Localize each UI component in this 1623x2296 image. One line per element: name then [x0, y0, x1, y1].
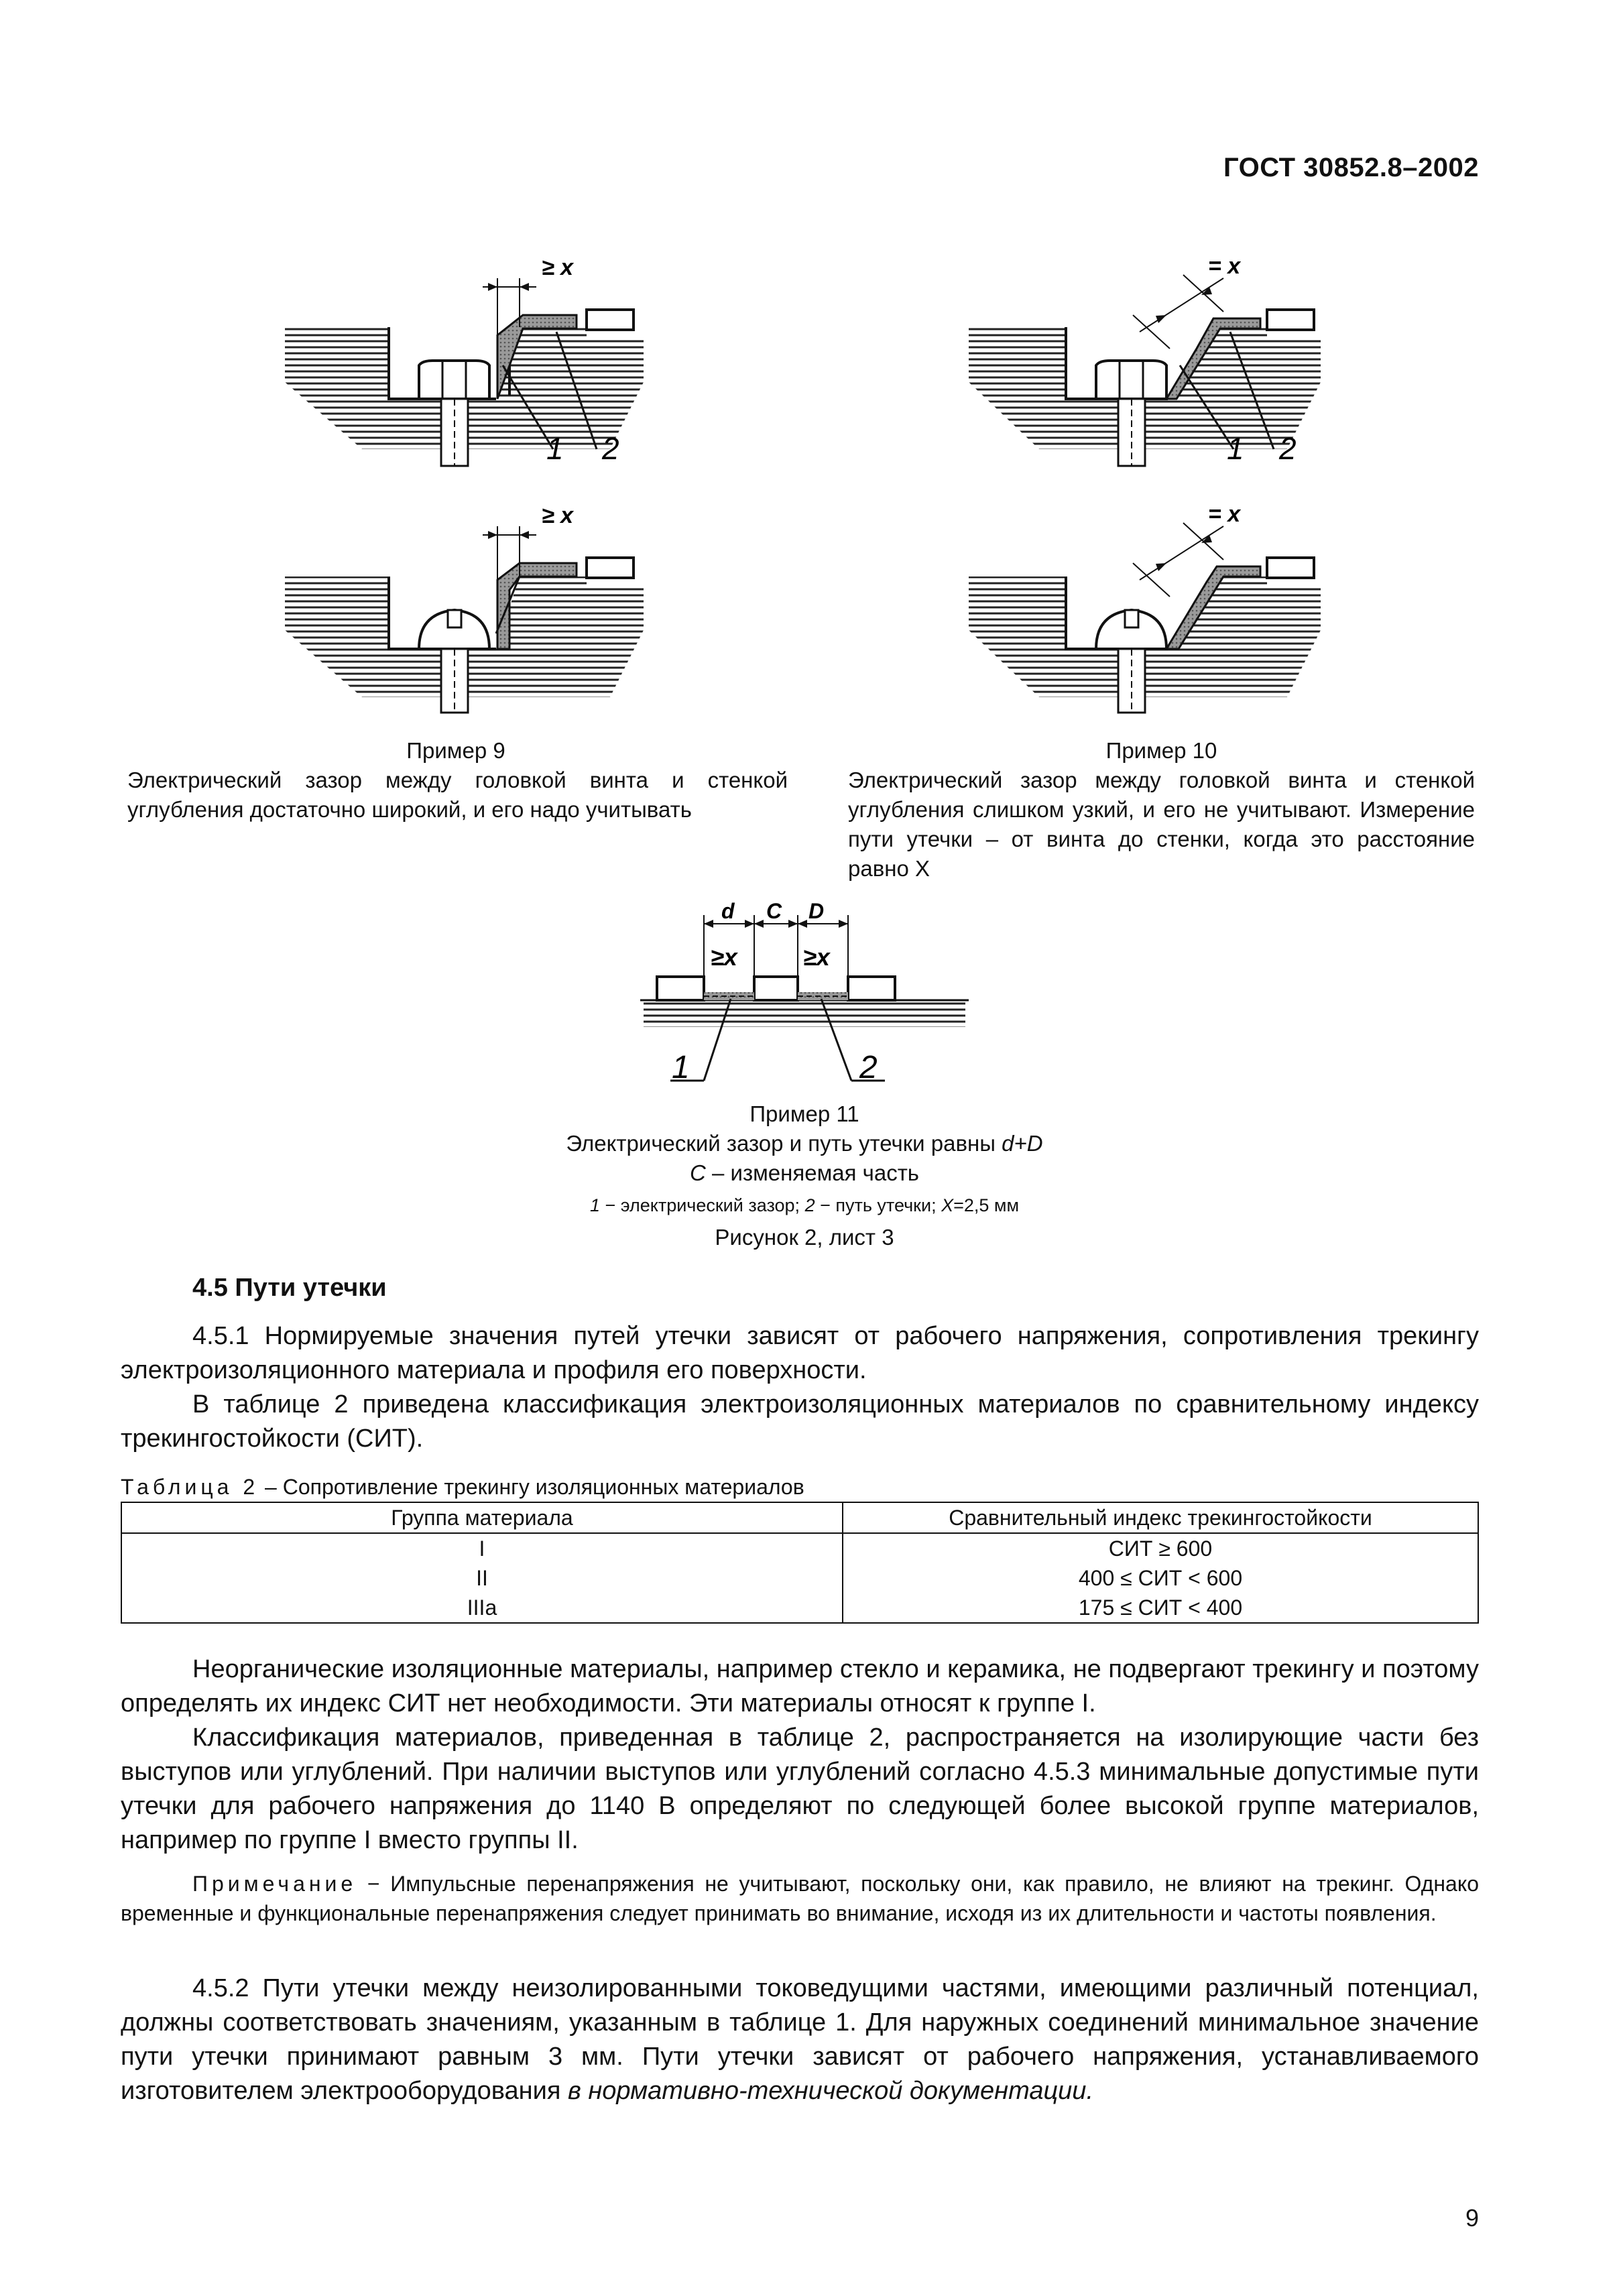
label-1: 1 [1227, 431, 1244, 466]
page-number: 9 [1465, 2204, 1479, 2232]
example9-diagram-hex [282, 248, 657, 469]
label-2: 2 [1279, 431, 1297, 466]
example10-diagram-hex [965, 248, 1341, 469]
table-row [121, 1533, 1478, 1563]
note [121, 1869, 1479, 1928]
label-1: 1 [546, 431, 564, 466]
table-cell: 175 ≤ СИТ < 400 [843, 1593, 1478, 1623]
note-text: − Импульсные перенапряжения не учитывают, поскольку они, как правило, не влияют на трекинг. Однако временные и функциональные перенапряжения следует принимать во внимание, исходя из их длительности и частоты появления. [121, 1872, 1479, 1925]
ge-x-label: ≥ x [542, 503, 574, 528]
table-caption-label: Таблица 2 [121, 1475, 259, 1499]
paragraph-4-5-2-italic: в нормативно-технической документации. [567, 2077, 1093, 2105]
example11-line2-text: – изменяемая часть [705, 1160, 920, 1185]
example9-title: Пример 9 [406, 738, 505, 763]
legend-text-2: − путь утечки; [815, 1195, 942, 1215]
example11-line1-text: Электрический зазор и путь утечки равны [566, 1131, 1002, 1156]
example11-line2 [402, 1158, 1207, 1188]
paragraph-table-intro: В таблице 2 приведена классификация электроизоляционных материалов по сравнительному индексу трекингостойкости (СИТ). [121, 1390, 1479, 1453]
ge-x-label: ≥x [803, 943, 830, 971]
label-D: D [808, 899, 825, 923]
example11-var-c: C [689, 1160, 706, 1185]
example11-formula: d+D [1002, 1131, 1043, 1156]
paragraph-4-5-2-text: 4.5.2 Пути утечки между неизолированными токоведущими частями, имеющими различный потенциал, должны соответствовать значениям, указанным в таблице 1. Для наружных соединений минимальное значение пути утечки принимают равным 3 мм. Пути утечки зависят от рабочего напряжения, устанавливаемого изготовителем электрооборудования [121, 1974, 1479, 2105]
table-cell: II [121, 1563, 843, 1593]
example11-diagram [630, 898, 979, 1093]
legend-key-x: X [941, 1195, 954, 1215]
legend-key-1: 1 [589, 1195, 600, 1215]
example9-text: Электрический зазор между головкой винта и стенкой углубления достаточно широкий, и его надо учитывать [127, 768, 788, 822]
section-title: 4.5 Пути утечки [192, 1274, 387, 1302]
eq-x-label: = x [1208, 253, 1241, 279]
legend-text-1: − электрический зазор; [599, 1195, 805, 1215]
column-header-cti: Сравнительный индекс трекингостойкости [843, 1502, 1478, 1533]
paragraph-inorganic: Неорганические изоляционные материалы, например стекло и керамика, не подвергают трекингу и поэтому определять их индекс СИТ нет необходимости. Эти материалы относят к группе I. [121, 1655, 1479, 1717]
example11-title: Пример 11 [749, 1101, 859, 1126]
note-label: Примечание [192, 1872, 357, 1896]
figure-caption: Рисунок 2, лист 3 [715, 1225, 894, 1250]
table-caption [121, 1475, 804, 1500]
label-d: d [721, 899, 735, 923]
label-2: 2 [602, 431, 619, 466]
document-id: ГОСТ 30852.8–2002 [1223, 153, 1479, 182]
label-C: C [766, 899, 782, 923]
ge-x-label: ≥ x [542, 255, 574, 280]
label-2: 2 [859, 1050, 878, 1085]
example11-line1 [402, 1129, 1207, 1158]
table-row [121, 1593, 1478, 1623]
paragraph-4-5-1: 4.5.1 Нормируемые значения путей утечки зависят от рабочего напряжения, сопротивления трекингу электроизоляционного материала и профиля его поверхности. [121, 1322, 1479, 1384]
table-2 [121, 1502, 1479, 1624]
legend-key-2: 2 [804, 1195, 815, 1215]
column-header-group: Группа материала [121, 1502, 843, 1533]
paragraph-classification: Классификация материалов, приведенная в таблице 2, распространяется на изолирующие части без выступов или углублений. При наличии выступов или углублений согласно 4.5.3 минимальные допустимые пути утечки для рабочего напряжения до 1140 В определяют по следующей более высокой группе материалов, например по группе I вместо группы II. [121, 1724, 1479, 1854]
eq-x-label: = x [1208, 501, 1241, 527]
table-caption-text: – Сопротивление трекингу изоляционных материалов [259, 1475, 804, 1499]
legend-text-x: =2,5 мм [953, 1195, 1020, 1215]
example10-title: Пример 10 [1105, 738, 1217, 763]
example9-diagram-dome [282, 496, 657, 717]
table-cell: I [121, 1533, 843, 1563]
table-row [121, 1563, 1478, 1593]
table-cell: 400 ≤ СИТ < 600 [843, 1563, 1478, 1593]
paragraph-4-5-2 [121, 1972, 1479, 2108]
example11-legend [402, 1191, 1207, 1220]
example10-text: Электрический зазор между головкой винта и стенкой углубления слишком узкий, и его не учитывают. Измерение пути утечки – от винта до стенки, когда это расстояние равно X [848, 768, 1475, 881]
example10-diagram-dome [965, 496, 1341, 717]
table-cell: СИТ ≥ 600 [843, 1533, 1478, 1563]
ge-x-label: ≥x [711, 943, 737, 971]
label-1: 1 [672, 1050, 690, 1085]
table-cell: IIIa [121, 1593, 843, 1623]
